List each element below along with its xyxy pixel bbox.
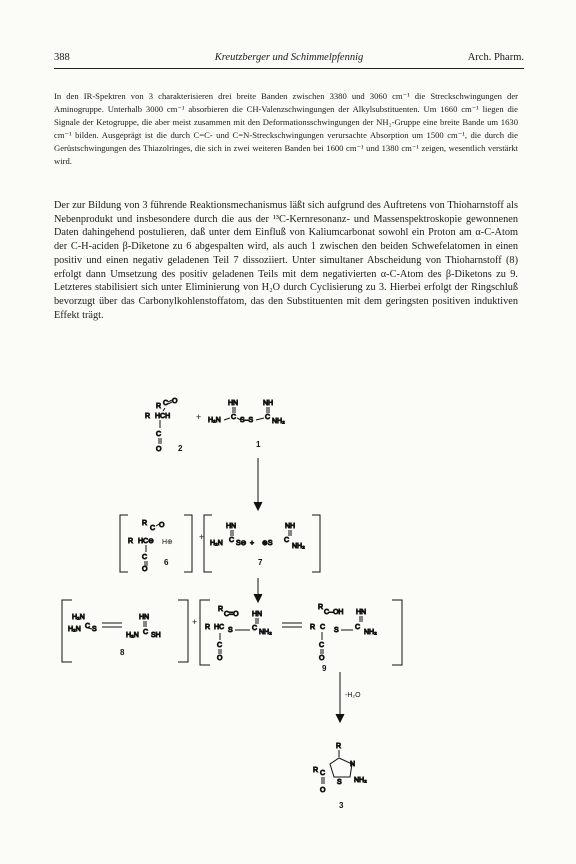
svg-text:C: C xyxy=(142,554,148,561)
compound-label-2: 2 xyxy=(178,444,183,453)
svg-text:H₂N: H₂N xyxy=(68,626,81,633)
running-title: Kreutzberger und Schimmelpfennig xyxy=(214,52,364,63)
svg-text:R: R xyxy=(156,403,162,410)
svg-text:C: C xyxy=(229,537,235,544)
svg-text:NH₂: NH₂ xyxy=(259,629,272,636)
svg-text:H₂N: H₂N xyxy=(126,632,139,639)
elimination-label: -H₂O xyxy=(345,692,361,699)
svg-text:H₂N: H₂N xyxy=(72,614,85,621)
mechanism-paragraph: Der zur Bildung von 3 führende Reaktionsmechanismus läßt sich aufgrund des Auftretens von Thioharnstoff als Nebenprodukt und insbesondere durch die aus der ¹³C-Kernresonanz- und Massenspektroskopie gewonnenen Daten dahingehend postulieren, daß unter dem Einfluß von Kaliumcarbonat sowohl ein Proton am α-C-Atom der C-H-aciden β-Diketone zu 6 abgespalten wird, als auch 1 zwischen den beiden Schwefelatomen in einen positiv und einen negativ geladenen Teil 7 dissoziiert. Unter simultaner Abscheidung von Thioharnstoff (8) erfolgt dann Umsetzung des positiv geladenen Teils mit dem negativierten α-C-Atom des β-Diketons zu 9. Letzteres stabilisiert sich unter Eliminierung von H₂O durch Cyclisierung zu 3. Hierbei erfolgt der Ringschluß bevorzugt über das Carbonylkohlenstoffatom, das den Substituenten mit dem geringsten positiven induktiven Effekt trägt. xyxy=(54,200,518,321)
svg-text:R: R xyxy=(205,624,211,631)
svg-text:S: S xyxy=(334,627,339,634)
compound-label-7: 7 xyxy=(258,558,263,567)
page-number: 388 xyxy=(54,52,70,63)
svg-text:C=O: C=O xyxy=(224,611,239,618)
svg-text:C: C xyxy=(265,414,271,421)
svg-text:HN: HN xyxy=(226,523,237,530)
ir-spectra-paragraph: In den IR-Spektren von 3 charakterisieren drei breite Banden zwischen 3380 und 3060 cm⁻¹ die Streckschwingungen der Aminogruppe. Unterhalb 3000 cm⁻¹ absorbieren die CH-Valenzschwingungen der Alkylsubstituenten. Um 1660 cm⁻¹ liegen die Signale der Ketogruppe, die aber meist zusammen mit den Deformationsschwingungen der NH₂-Gruppe eine breite Bande um 1630 cm⁻¹ bilden. Ausgeprägt ist die durch C=C- und C=N-Streckschwingungen verursachte Absorption um 1500 cm⁻¹, die durch die Gerüstschwingungen des Thiazolringes, die sich in zwei weiteren Banden bei 1600 cm⁻¹ und 1380 cm⁻¹ zeigen, wesentlich verstärkt wird. xyxy=(54,91,518,166)
svg-text:R: R xyxy=(336,743,342,750)
svg-text:C: C xyxy=(85,623,91,630)
svg-text:NH₂: NH₂ xyxy=(272,418,285,425)
svg-text:R: R xyxy=(145,413,151,420)
svg-text:N: N xyxy=(350,761,356,768)
compound-label-6: 6 xyxy=(164,558,169,567)
svg-text:O: O xyxy=(159,522,165,529)
structure-compound-1 xyxy=(208,400,285,425)
svg-text:R: R xyxy=(218,606,224,613)
structure-compound-9 xyxy=(205,604,377,662)
svg-text:NH₂: NH₂ xyxy=(364,629,377,636)
svg-text:H₂N: H₂N xyxy=(210,540,223,547)
proton-symbol: H⊕ xyxy=(162,539,173,546)
svg-text:S: S xyxy=(92,626,97,633)
compound-label-9: 9 xyxy=(322,664,327,673)
compound-label-3: 3 xyxy=(339,801,344,810)
svg-text:H₂N: H₂N xyxy=(208,417,221,424)
svg-text:SH: SH xyxy=(151,632,161,639)
svg-text:C: C xyxy=(143,629,149,636)
plus-sign-3: + xyxy=(192,617,198,627)
svg-text:C: C xyxy=(355,624,361,631)
svg-text:R: R xyxy=(142,520,148,527)
svg-text:O: O xyxy=(156,446,162,453)
svg-text:+: + xyxy=(250,540,255,547)
svg-text:⊕S: ⊕S xyxy=(262,540,273,547)
structure-compound-6 xyxy=(128,520,165,573)
svg-text:NH₂: NH₂ xyxy=(354,777,367,784)
svg-text:C: C xyxy=(320,770,326,777)
svg-text:S: S xyxy=(228,627,233,634)
svg-text:HCH: HCH xyxy=(155,413,171,420)
compound-label-1: 1 xyxy=(256,440,261,449)
svg-text:O: O xyxy=(320,787,326,794)
svg-text:S⊖: S⊖ xyxy=(236,540,247,547)
bracket-compound-8 xyxy=(62,600,188,662)
svg-text:R: R xyxy=(318,604,324,611)
svg-text:NH₂: NH₂ xyxy=(292,543,305,550)
reaction-scheme xyxy=(0,380,576,850)
svg-text:S–S: S–S xyxy=(240,417,254,424)
compound-label-8: 8 xyxy=(120,648,125,657)
svg-text:C: C xyxy=(319,642,325,649)
svg-text:O: O xyxy=(217,655,223,662)
structure-compound-7 xyxy=(210,523,305,550)
svg-text:S: S xyxy=(337,779,342,786)
journal-name: Arch. Pharm. xyxy=(467,52,524,63)
svg-text:R: R xyxy=(310,624,316,631)
svg-text:C: C xyxy=(320,624,326,631)
svg-text:C: C xyxy=(252,625,258,632)
svg-text:HC: HC xyxy=(214,624,225,631)
svg-text:HN: HN xyxy=(356,609,367,616)
svg-text:O: O xyxy=(142,566,148,573)
svg-text:NH: NH xyxy=(263,400,274,407)
svg-text:C: C xyxy=(284,537,290,544)
svg-text:HN: HN xyxy=(139,614,150,621)
svg-text:C: C xyxy=(217,642,223,649)
structure-compound-2 xyxy=(145,398,178,453)
running-header xyxy=(54,52,524,69)
svg-text:R: R xyxy=(313,767,319,774)
svg-text:R: R xyxy=(128,538,134,545)
svg-text:C: C xyxy=(150,525,156,532)
plus-sign-2: + xyxy=(199,532,205,542)
svg-text:O: O xyxy=(172,398,178,405)
svg-text:HC⊖: HC⊖ xyxy=(138,538,154,545)
structure-compound-8 xyxy=(68,614,161,639)
plus-sign-1: + xyxy=(196,412,202,422)
svg-text:C: C xyxy=(231,414,237,421)
structure-compound-3 xyxy=(313,743,367,794)
svg-text:HN: HN xyxy=(228,400,239,407)
svg-text:O: O xyxy=(319,655,325,662)
svg-text:C: C xyxy=(156,431,162,438)
svg-text:NH: NH xyxy=(285,523,296,530)
svg-text:HN: HN xyxy=(252,611,263,618)
svg-text:C–OH: C–OH xyxy=(324,609,344,616)
svg-text:C: C xyxy=(163,400,169,407)
